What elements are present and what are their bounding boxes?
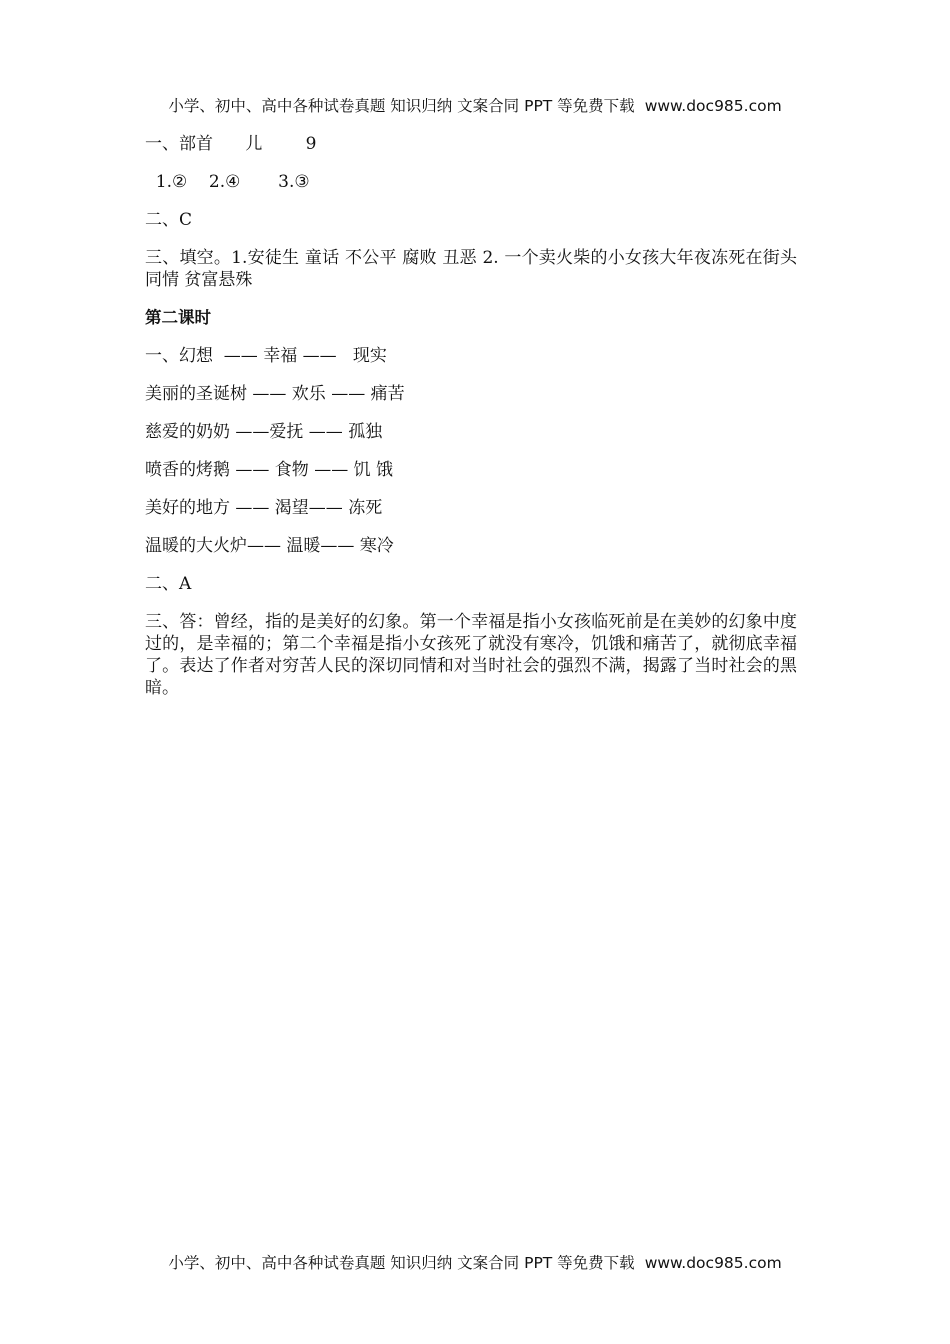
answer-line-radical: 一、部首 儿 9 [145,134,317,154]
header-banner [0,94,950,116]
pair-line-2: 美丽的圣诞树 —— 欢乐 —— 痛苦 [145,384,405,404]
pair-line-6: 温暖的大火炉—— 温暖—— 寒冷 [145,536,394,556]
footer-banner [0,1251,950,1273]
answer-paragraph-fill-blank: 三、填空。1.安徒生 童话 不公平 腐败 丑恶 2. 一个卖火柴的小女孩大年夜冻死在街头 同情 贫富悬殊 [145,248,797,290]
answer-line-section-two: 二、C [145,210,193,230]
lesson-two-heading: 第二课时 [145,308,211,327]
header-site-link[interactable]: www.doc985.com [644,97,782,115]
answer-line-choices: 1.② 2.④ 3.③ [145,172,310,192]
header-banner-text: 小学、初中、高中各种试卷真题 知识归纳 文案合同 PPT 等免费下载 [168,97,635,115]
footer-banner-text: 小学、初中、高中各种试卷真题 知识归纳 文案合同 PPT 等免费下载 [168,1254,635,1272]
answer-paragraph-essay: 三、答：曾经，指的是美好的幻象。第一个幸福是指小女孩临死前是在美妙的幻象中度过的，是幸福的；第二个幸福是指小女孩死了就没有寒冷，饥饿和痛苦了，就彻底幸福了。表达了作者对穷苦人民的深切同情和对当时社会的强烈不满，揭露了当时社会的黑暗。 [145,612,797,698]
answer-line-section-two-b: 二、A [145,574,192,594]
pair-line-3: 慈爱的奶奶 ——爱抚 —— 孤独 [145,422,383,442]
pair-line-1: 一、幻想 —— 幸福 —— 现实 [145,346,387,366]
footer-site-link[interactable]: www.doc985.com [644,1254,782,1272]
pair-line-5: 美好的地方 —— 渴望—— 冻死 [145,498,383,518]
pair-line-4: 喷香的烤鹅 —— 食物 —— 饥 饿 [145,460,394,480]
